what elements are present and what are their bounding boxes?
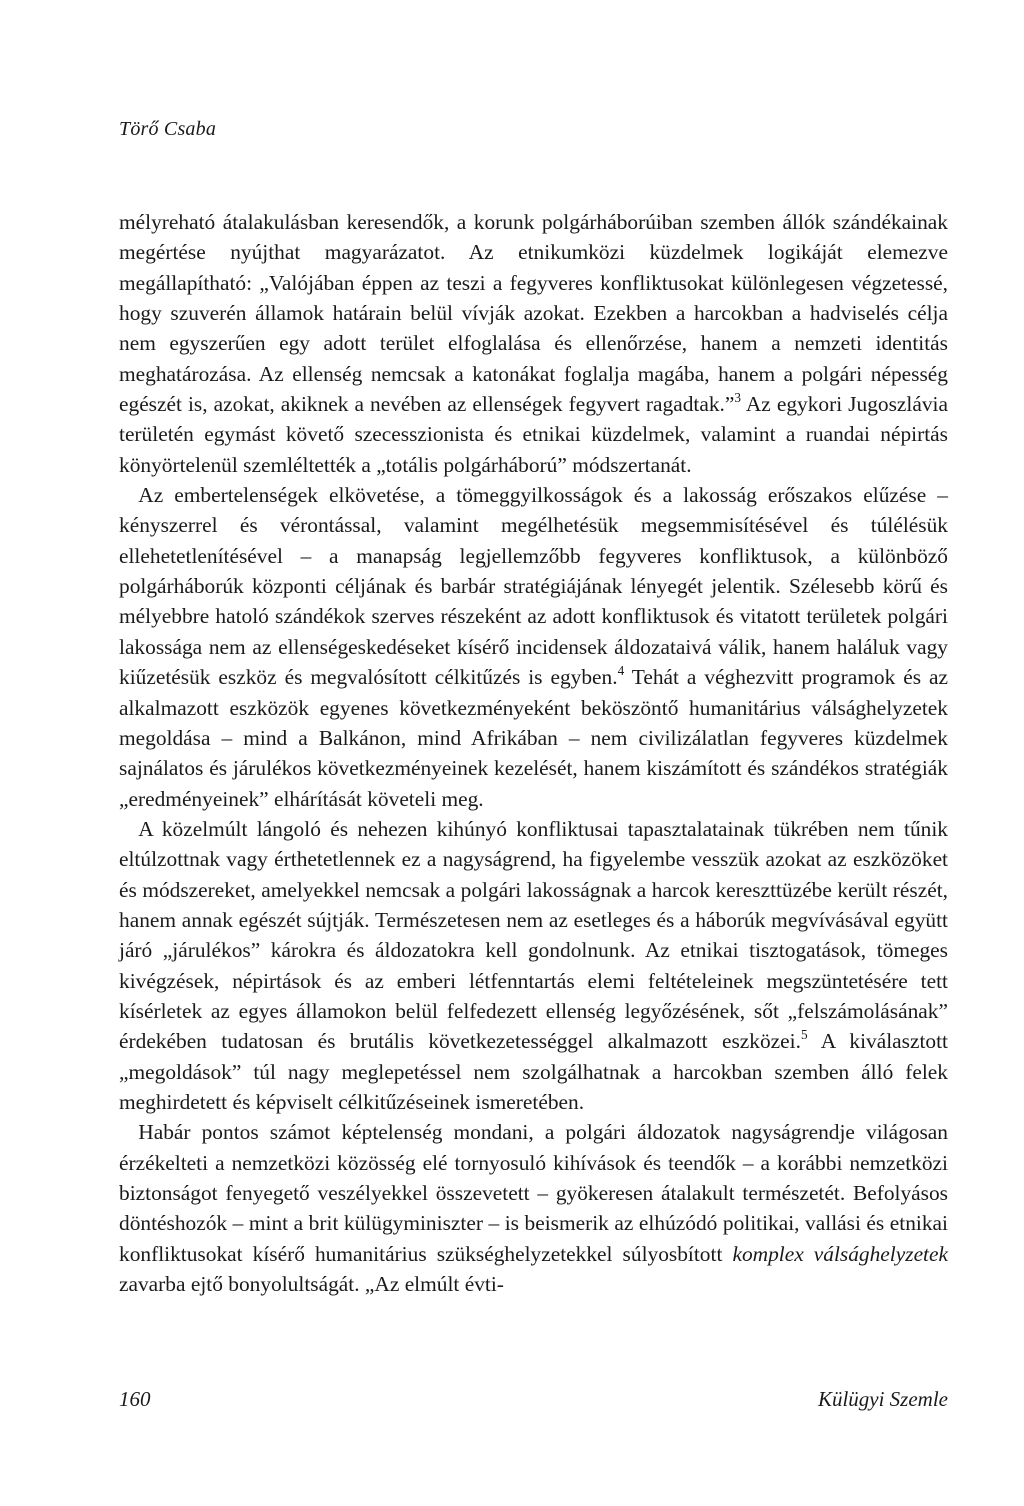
paragraph-4-text-a: Habár pontos számot képtelenség mondani, a polgári áldozatok nagyságrendje világosan érzékelteti a nemzetközi közösség elé tornyosuló kihívások és teendők – a korábbi nemzetközi biztonságot fenyegető veszélyekkel összevetett – gyökeresen átalakult természetét. Befolyásos döntéshozók – mint a brit külügyminiszter – is beismerik az elhúzódó politikai, vallási és etnikai konfliktusokat kísérő humanitárius szükséghelyzetekkel súlyosbított [119,1120,948,1266]
footnote-ref-3[interactable]: 3 [734,389,742,405]
paragraph-4-italic-term: komplex válsághelyzetek [732,1241,948,1266]
article-body [119,207,948,1299]
journal-name: Külügyi Szemle [817,1387,948,1411]
running-head-author: Törő Csaba [119,118,217,140]
paragraph-3 [119,814,948,1117]
paragraph-3-text-a: A közelmúlt lángoló és nehezen kihúnyó konfliktusai tapasztalatainak tükrében nem tűnik eltúlzottnak vagy érthetetlennek ez a nagyságrend, ha figyelembe vesszük azokat az eszközöket és módszereket, amelyekkel nemcsak a polgári lakosságnak a harcok kereszttüzébe került részét, hanem annak egészét sújtják. Természetesen nem az esetleges és a háborúk megvívásával együtt járó „járulékos” károkra és áldozatokra kell gondolnunk. Az etnikai tisztogatások, tömeges kivégzések, népirtások és az emberi létfenntartás elemi feltételeinek megszüntetésére tett kísérletek az egyes államokon belül felfedezett ellenség legyőzésének, sőt „felszámolásának” érdekében tudatosan és brutális következetességgel alkalmazott eszközei. [119,816,948,1054]
paragraph-2-text-a: Az embertelenségek elkövetése, a tömeggyilkosságok és a lakosság erőszakos elűzése – kényszerrel és vérontással, valamint megélhetésük megsemmisítésével és túlélésük ellehetetlenítésével – a manapság legjellemzőbb fegyveres konfliktusok, a különböző polgárháborúk központi céljának és barbár stratégiájának lényegét jelentik. Szélesebb körű és mélyebbre hatoló szándékok szerves részeként az adott konfliktusok és vitatott területek polgári lakossága nem az ellenségeskedéseket kísérő incidensek áldozataivá válik, hanem haláluk vagy kiűzetésük eszköz és megvalósított célkitűzés is egyben. [119,483,948,690]
paragraph-3-text-b: A kiválasztott „megoldások” túl nagy meglepetéssel nem szolgálhatnak a harcokban szemben álló felek meghirdetett és képviselt célkitűzéseinek ismeretében. [119,1029,948,1114]
paragraph-1 [119,207,948,480]
paragraph-1-text-b: Az egykori Jugoszlávia területén egymást követő szecesszionista és etnikai küzdelmek, valamint a ruandai népirtás könyörtelenül szemléltették a „totális polgárháború” módszertanát. [119,392,948,477]
page-number: 160 [119,1387,151,1411]
paragraph-1-text-a: mélyreható átalakulásban keresendők, a korunk polgárháborúiban szemben állók szándékainak megértése nyújthat magyarázatot. Az etnikumközi küzdelmek logikáját elemezve megállapítható: „Valójában éppen az teszi a fegyveres konfliktusokat különlegesen végzetessé, hogy szuverén államok határain belül vívják azokat. Ezekben a harcokban a hadviselés célja nem egyszerűen egy adott terület elfoglalása és ellenőrzése, hanem a nemzeti identitás meghatározása. Az ellenség nemcsak a katonákat foglalja magába, hanem a polgári népesség egészét is, azokat, akiknek a nevében az ellenségek fegyvert ragadtak.” [119,210,948,417]
paragraph-4-text-b: zavarba ejtő bonyolultságát. „Az elmúlt évti- [119,1272,504,1297]
paragraph-4 [119,1117,948,1299]
paragraph-2 [119,480,948,814]
footnote-ref-5[interactable]: 5 [800,1026,808,1042]
paragraph-2-text-b: Tehát a véghezvitt programok és az alkalmazott eszközök egyenes következményeként beköszöntő humanitárius válsághelyzetek megoldása – mind a Balkánon, mind Afrikában – nem civilizálatlan fegyveres küzdelmek sajnálatos és járulékos következményeinek kezelését, hanem kiszámított és szándékos stratégiák „eredményeinek” elhárítását követeli meg. [119,665,948,811]
footnote-ref-4[interactable]: 4 [617,662,625,678]
